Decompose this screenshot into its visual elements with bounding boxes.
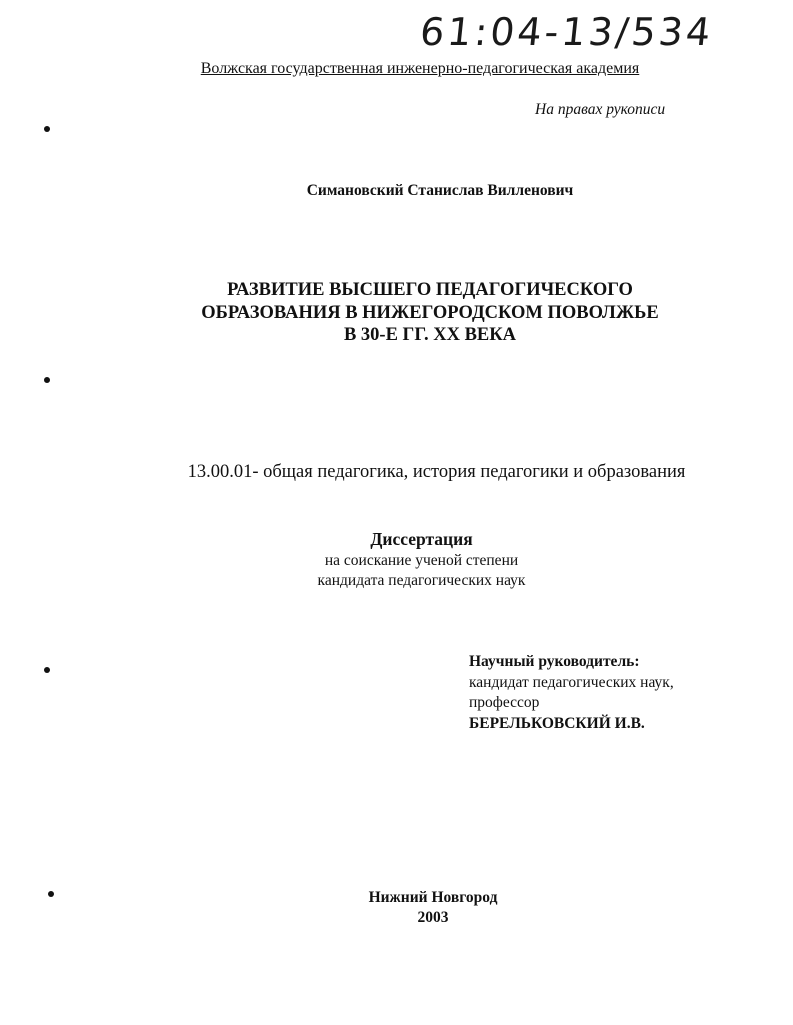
institution-name: Волжская государственная инженерно-педагогическая академия — [200, 60, 640, 77]
specialty-code: 13.00.01- общая педагогика, история педагогики и образования — [187, 462, 686, 482]
advisor-rank: профессор — [469, 694, 540, 711]
footer-city: Нижний Новгород — [368, 889, 498, 906]
binding-hole-mark — [44, 126, 50, 132]
title-line-2: ОБРАЗОВАНИЯ В НИЖЕГОРОДСКОМ ПОВОЛЖЬЕ — [201, 302, 659, 323]
advisor-label: Научный руководитель: — [469, 653, 640, 670]
title-line-3: В 30-Е ГГ. XX ВЕКА — [343, 325, 517, 345]
title-line-1: РАЗВИТИЕ ВЫСШЕГО ПЕДАГОГИЧЕСКОГО — [227, 280, 633, 300]
footer-year: 2003 — [417, 909, 449, 926]
manuscript-rights-note: На правах рукописи — [535, 101, 666, 118]
footer-place-date — [0, 888, 793, 928]
advisor-name: БЕРЕЛЬКОВСКИЙ И.В. — [469, 714, 645, 732]
advisor-degree: кандидат педагогических наук, — [469, 673, 674, 691]
advisor-block — [469, 652, 674, 734]
binding-hole-mark — [44, 667, 50, 673]
binding-hole-mark — [44, 377, 50, 383]
archive-number-handwritten: 61:04-13/534 — [417, 10, 716, 54]
degree-line-1: на соискание ученой степени — [324, 552, 519, 569]
dissertation-heading: Диссертация — [370, 529, 473, 549]
dissertation-title — [150, 279, 710, 347]
degree-line-2: кандидата педагогических наук — [317, 572, 526, 589]
author-name: Симановский Станислав Вилленович — [306, 182, 574, 199]
